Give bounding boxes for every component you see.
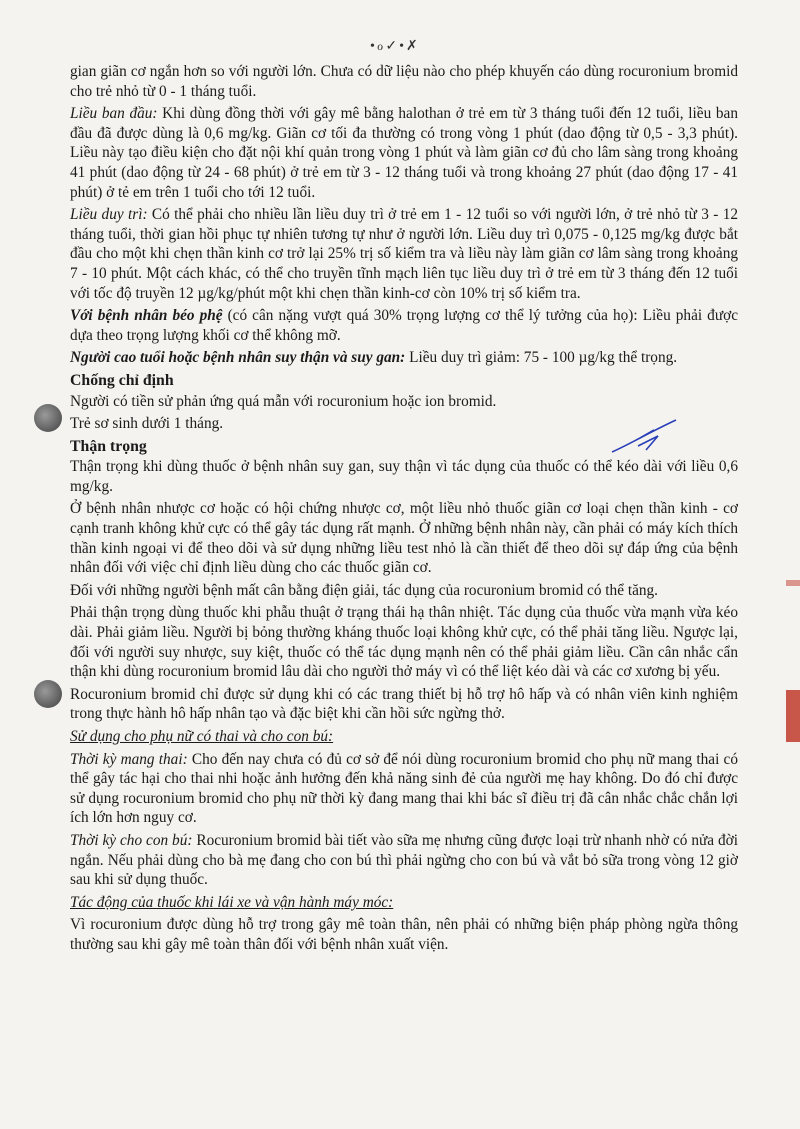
text: Rocuronium bromid bài tiết vào sữa mẹ nhưng cũng được loại trừ nhanh nhờ có nửa đời ngắn. Nếu phải dùng cho bà mẹ đang cho con bú thì phải ngừng cho con bú và vắt bỏ sữa trong vòng 12 giờ sau khi sử dụng thuốc. (70, 831, 738, 889)
punch-hole-top (34, 404, 62, 432)
text: Có thể phải cho nhiều lần liều duy trì ở trẻ em 1 - 12 tuổi so với người lớn, ở trẻ nhỏ từ 3 - 12 tháng tuổi, thời gian hồi phục tự nhiên tương tự như ở người lớn. Liều duy trì 0,075 - 0,125 mg/kg được bắt đầu cho một khi chẹn thần kinh cơ trở lại 25% trị số kiểm tra và liều này làm giãn cơ lâm sàng trong khoảng 7 - 10 phút. Một cách khác, có thể cho truyền tĩnh mạch liên tục liều duy trì ở trẻ em từ 3 tháng đến 12 tuổi với tốc độ truyền 12 µg/kg/phút một khi chẹn thần kinh-cơ còn 10% trị số kiểm tra. (70, 206, 739, 302)
text: gian giãn cơ ngắn hơn so với người lớn. Chưa có dữ liệu nào cho phép khuyến cáo dùng rocuronium bromid cho trẻ nhỏ từ 0 - 1 tháng tuổi. (70, 63, 738, 100)
paragraph: Ở bệnh nhân nhược cơ hoặc có hội chứng nhược cơ, một liều nhỏ thuốc giãn cơ loại chẹn thần kinh - cơ cạnh tranh không khử cực có thể gây tác dụng rất mạnh. Ở những bệnh nhân này, cần phải có máy kích thích thần kinh ngoại vi để theo dõi và sử dụng những liều test nhỏ là cần thiết để theo dõi sự đáp ứng của bệnh nhân đối với việc chỉ định liều dùng cho các thuốc giãn cơ. (70, 500, 738, 577)
heading-contraindications: Chống chỉ định (70, 371, 174, 389)
paragraph-obese (70, 306, 738, 345)
document-body (70, 62, 738, 958)
paragraph: Trẻ sơ sinh dưới 1 tháng. (70, 415, 224, 433)
paragraph-lactation (70, 831, 738, 890)
heading-pregnancy (70, 727, 738, 747)
text: Cho đến nay chưa có đủ cơ sở để nói dùng rocuronium bromid cho phụ nữ mang thai có thể gây tác hại cho thai nhi hoặc ảnh hưởng đến khả năng sinh đẻ của người mẹ hay không. Do đó chỉ được sử dụng rocuronium bromid cho phụ nữ thời kỳ đang mang thai khi bác sĩ điều trị đã cân nhắc chắc chắn lợi ích lớn hơn nguy cơ. (70, 750, 738, 827)
paragraph: Rocuronium bromid chỉ được sử dụng khi có các trang thiết bị hỗ trợ hô hấp và có nhân viên kinh nghiệm trong thực hành hô hấp nhân tạo và đặc biệt khi cần hồi sức ngừng thở. (70, 685, 738, 723)
paragraph: Vì rocuronium được dùng hỗ trợ trong gây mê toàn thân, nên phải có những biện pháp phòng ngừa thông thường sau khi gây mê toàn thân đối với bệnh nhân xuất viện. (70, 916, 738, 953)
paragraph: Đối với những người bệnh mất cân bằng điện giải, tác dụng của rocuronium bromid có thể tăng. (70, 581, 658, 599)
punch-hole-bottom (34, 680, 62, 708)
paragraph-initial-dose (70, 104, 738, 202)
label: Thời kỳ mang thai: (70, 750, 188, 768)
label: Với bệnh nhân béo phệ (70, 307, 223, 325)
text: Khi dùng đồng thời với gây mê bằng halothan ở trẻ em từ 3 tháng tuổi đến 12 tuổi, liều ban đầu đã được dùng là 0,6 mg/kg. Giãn cơ tối đa thường có trong vòng 1 phút (dao động từ 0,5 - 3,3 phút). Liều này tạo điều kiện cho đặt nội khí quản trong vòng 1 phút và làm giãn cơ đủ cho lâm sàng trong khoảng 41 phút (dao động từ 24 - 68 phút) ở trẻ em từ 3 - 12 tháng tuổi và trong khoảng 27 phút (dao động 17 - 41 phút) ở tẻ em trên 1 tuổi cho tới 12 tuổi. (70, 105, 738, 201)
heading-driving (70, 893, 738, 913)
paragraph-maintenance-dose (70, 205, 738, 303)
label: Thời kỳ cho con bú: (70, 831, 193, 849)
text: (có cân nặng vượt quá 30% trọng lượng cơ thể lý tưởng của họ): Liều phải được dựa theo trọng lượng khối cơ thể không mỡ. (70, 307, 738, 344)
label: Tác động của thuốc khi lái xe và vận hành máy móc: (70, 893, 394, 911)
text: Liều duy trì giảm: 75 - 100 µg/kg thể trọng. (405, 349, 678, 367)
label: Sử dụng cho phụ nữ có thai và cho con bú: (70, 728, 334, 745)
paragraph-pregnancy (70, 750, 738, 828)
edge-mark (786, 690, 800, 742)
label: Liều ban đầu: (70, 105, 158, 123)
label: Liều duy trì: (70, 206, 148, 224)
paragraph: Phải thận trọng dùng thuốc khi phẫu thuật ở trạng thái hạ thân nhiệt. Tác dụng của thuốc vừa mạnh vừa kéo dài. Phải giảm liều. Người bị bỏng thường kháng thuốc loại không khử cực, có thể phải tăng liều. Ngược lại, đối với người suy nhược, suy kiệt, thuốc có thể tác dụng mạnh nên có thể phải giảm liều. Cần cân nhắc cẩn thận khi dùng rocuronium bromid lâu dài cho người thở máy vì có thể liệt kéo dài và các cơ xương bị yếu. (70, 604, 738, 681)
label: Người cao tuổi hoặc bệnh nhân suy thận và suy gan: (70, 349, 406, 367)
paragraph (70, 62, 738, 101)
paragraph: Người có tiền sử phản ứng quá mẫn với rocuronium hoặc ion bromid. (70, 392, 497, 410)
header-smudge: •ℴ✓•✗ (370, 39, 420, 54)
paragraph: Thận trọng khi dùng thuốc ở bệnh nhân suy gan, suy thận vì tác dụng của thuốc có thể kéo dài với liều 0,6 mg/kg. (70, 458, 738, 495)
edge-mark-small (786, 580, 800, 586)
heading-precautions: Thận trọng (70, 437, 147, 455)
paragraph-elderly (70, 348, 738, 368)
